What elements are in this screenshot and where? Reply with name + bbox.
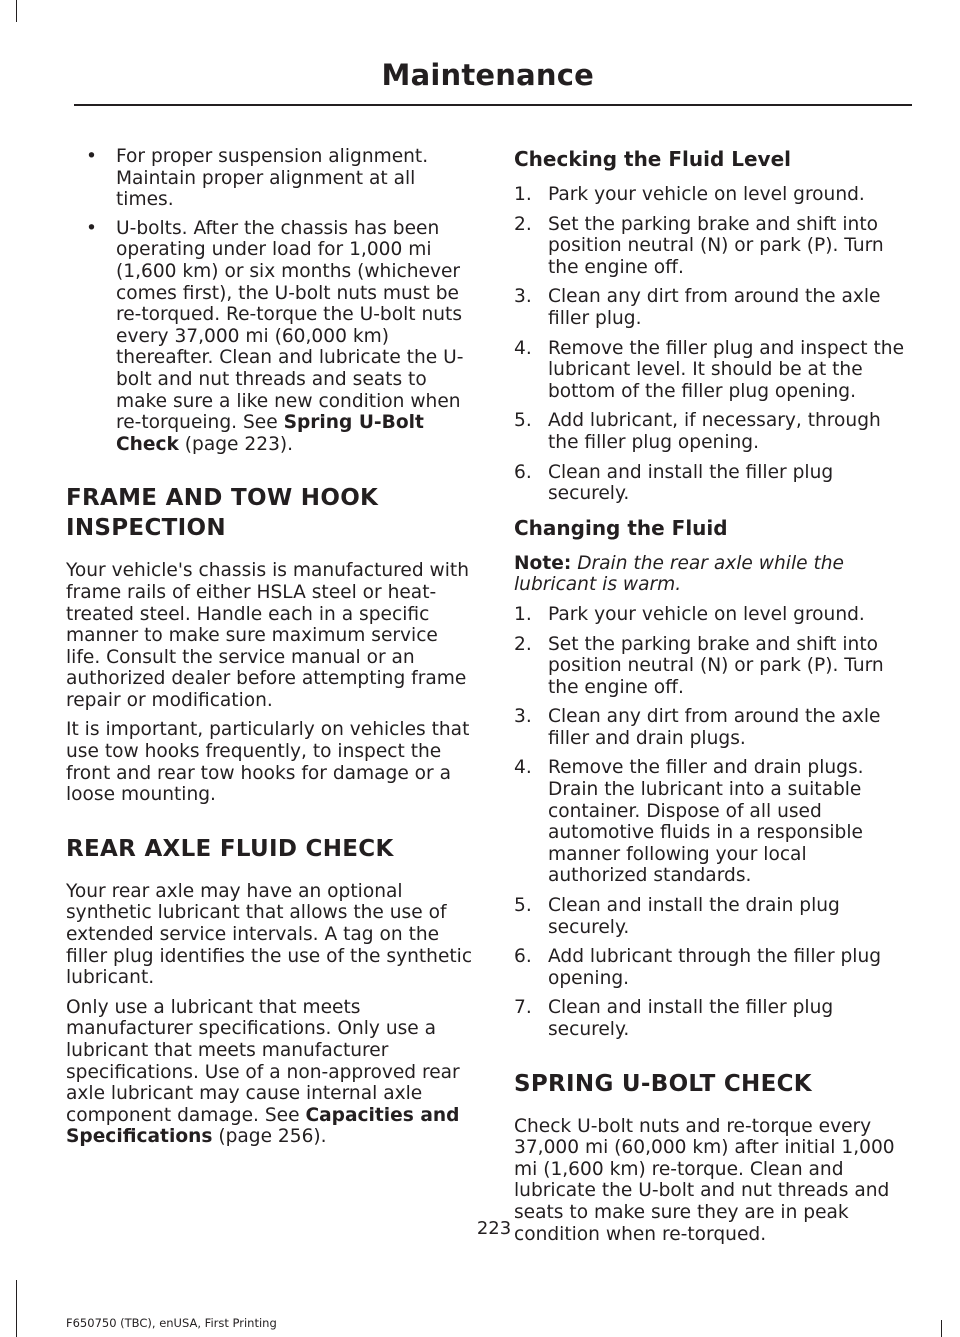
paragraph <box>66 997 476 1148</box>
crop-mark <box>16 0 17 22</box>
list-item <box>514 946 910 989</box>
crop-mark <box>16 1280 17 1337</box>
note-text: Drain the rear axle while the lubricant is warm. <box>514 552 844 596</box>
crop-mark <box>941 1320 942 1337</box>
bullet-list <box>66 146 476 455</box>
edition-footer: F650750 (TBC), enUSA, First Printing <box>66 1316 277 1330</box>
step-number: 6. <box>514 946 532 968</box>
step-number: 5. <box>514 410 532 432</box>
step-text: Clean and install the filler plug securely. <box>548 997 834 1040</box>
section-heading-frame: FRAME AND TOW HOOK INSPECTION <box>66 485 379 542</box>
page-reference: (page 256). <box>212 1126 327 1148</box>
step-text: Park your vehicle on level ground. <box>548 603 865 625</box>
list-item <box>514 895 910 938</box>
page-header-title: Maintenance <box>381 58 594 92</box>
paragraph-text: Only use a lubricant that meets manufacturer specifications. Only use a lubricant that meets manufacturer specifications. Use of a non-approved rear axle lubricant may cause internal axle component damage. See <box>66 996 460 1126</box>
bullet-text: U-bolts. After the chassis has been operating under load for 1,000 mi (1,600 km) or six months (whichever comes first), the U-bolt nuts must be re-torqued. Re-torque the U-bolt nuts every 37,000 mi (60,000 km) thereafter. Clean and lubricate the U-bolt and nut threads and seats to make sure a like new condition when re-torqueing. See <box>116 217 464 434</box>
list-item <box>66 146 476 211</box>
step-number: 1. <box>514 603 532 625</box>
paragraph: It is important, particularly on vehicles that use tow hooks frequently, to inspect the front and rear tow hooks for damage or a loose mounting. <box>66 719 470 806</box>
step-number: 3. <box>514 706 532 728</box>
note-label: Note: <box>514 552 572 574</box>
section-heading-axle: REAR AXLE FLUID CHECK <box>66 835 394 862</box>
paragraph: Your vehicle's chassis is manufactured with frame rails of either HSLA steel or heat-treated steel. Handle each in a specific manner to make sure maximum service life. Consult the service manual or an authorized dealer before attempting frame repair or modification. <box>66 560 469 711</box>
cross-reference-link[interactable]: Spring U-Bolt Check <box>116 412 424 455</box>
list-item <box>514 462 910 505</box>
step-text: Clean and install the drain plug securely. <box>548 895 840 938</box>
list-item <box>514 184 910 206</box>
paragraph: Your rear axle may have an optional synthetic lubricant that allows the use of extended service intervals. A tag on the filler plug identifies the use of the synthetic lubricant. <box>66 880 473 989</box>
step-text: Add lubricant through the filler plug opening. <box>548 946 882 989</box>
right-column <box>514 146 910 1253</box>
step-number: 4. <box>514 757 532 779</box>
cross-reference-link[interactable]: Capacities and Specifications <box>66 1104 460 1148</box>
list-item <box>514 757 910 887</box>
page-reference: (page 223). <box>178 433 294 455</box>
step-number: 2. <box>514 633 532 655</box>
subheading-checking: Checking the Fluid Level <box>514 147 791 171</box>
step-number: 1. <box>514 184 532 205</box>
section-heading-ubolt: SPRING U-BOLT CHECK <box>514 1070 812 1097</box>
step-number: 6. <box>514 461 532 483</box>
step-number: 4. <box>514 337 532 359</box>
step-text: Set the parking brake and shift into position neutral (N) or park (P). Turn the engine off. <box>548 213 884 278</box>
list-item <box>514 706 910 749</box>
bullet-text: For proper suspension alignment. Maintain proper alignment at all times. <box>116 146 429 211</box>
step-text: Clean any dirt from around the axle filler plug. <box>548 286 881 329</box>
note <box>514 553 910 596</box>
step-text: Clean any dirt from around the axle filler and drain plugs. <box>548 706 881 749</box>
subheading-changing: Changing the Fluid <box>514 515 728 540</box>
step-number: 5. <box>514 895 532 917</box>
list-item <box>514 410 910 453</box>
step-number: 2. <box>514 213 532 235</box>
changing-steps <box>514 604 910 1041</box>
list-item <box>514 286 910 329</box>
step-text: Set the parking brake and shift into position neutral (N) or park (P). Turn the engine off. <box>548 633 884 698</box>
step-text: Remove the filler plug and inspect the lubricant level. It should be at the bottom of the filler plug opening. <box>548 337 905 402</box>
checking-steps <box>514 184 910 505</box>
left-column <box>66 146 476 1156</box>
list-item <box>66 218 476 456</box>
step-text: Add lubricant, if necessary, through the filler plug opening. <box>548 410 881 453</box>
page-number: 223 <box>476 1218 512 1239</box>
step-text: Remove the filler and drain plugs. Drain the lubricant into a suitable container. Dispose of all used automotive fluids in a responsible manner following your local authorized standards. <box>548 757 864 887</box>
step-text: Clean and install the filler plug securely. <box>548 461 834 505</box>
list-item <box>514 214 910 279</box>
list-item <box>514 634 910 699</box>
step-number: 7. <box>514 997 532 1019</box>
list-item <box>514 604 910 626</box>
list-item <box>514 338 910 403</box>
step-text: Park your vehicle on level ground. <box>548 184 865 205</box>
step-number: 3. <box>514 286 532 308</box>
paragraph: Check U-bolt nuts and re-torque every 37,000 mi (60,000 km) after initial 1,000 mi (1,600 km) re-torque. Clean and lubricate the U-bolt and nut threads and seats to make sure they are in peak condition when re-torqued. <box>514 1115 895 1245</box>
header-divider <box>74 104 912 106</box>
list-item <box>514 997 910 1040</box>
